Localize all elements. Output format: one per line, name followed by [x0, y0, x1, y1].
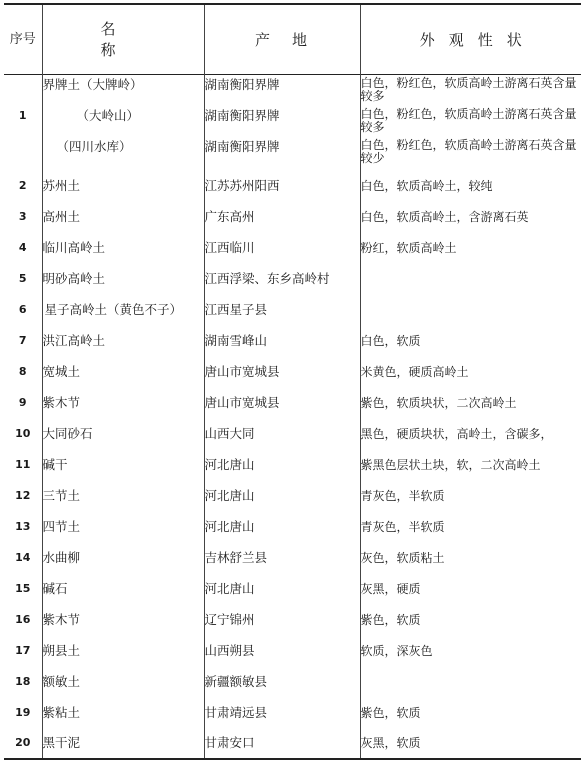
table-row [4, 449, 581, 480]
name-cell: 碱干 [42, 449, 204, 480]
table-row [4, 232, 581, 263]
header-desc: 外观性状 [419, 30, 536, 49]
desc-cell: 灰黑，软质 [360, 736, 421, 750]
row-number: 9 [4, 387, 42, 418]
table-row [4, 604, 581, 635]
origin-cell: 甘肃靖远县 [204, 697, 360, 728]
origin-cell: 河北唐山 [204, 480, 360, 511]
name-cell: 三节土 [42, 480, 204, 511]
name-sub: （四川水库） [56, 138, 132, 154]
table-row [4, 356, 581, 387]
row-number: 17 [4, 635, 42, 666]
row-number: 3 [4, 201, 42, 232]
origin-cell: 唐山市宽城县 [204, 387, 360, 418]
desc-cell: 紫色，软质 [360, 612, 421, 627]
name-cell: 额敏土 [42, 666, 204, 697]
name-cell: 苏州土 [42, 170, 204, 201]
desc-cell: 灰色，软质粘土 [360, 550, 445, 565]
origin-cell: 新疆额敏县 [204, 666, 360, 697]
origin-cell: 江西星子县 [204, 294, 360, 325]
name-cell: 四节土 [42, 511, 204, 542]
header-origin: 产地 [204, 4, 360, 74]
table-row [4, 294, 581, 325]
row-number: 2 [4, 170, 42, 201]
row-number: 4 [4, 232, 42, 263]
desc-cell [360, 666, 581, 697]
table-row [4, 542, 581, 573]
origin-cell: 辽宁锦州 [204, 604, 360, 635]
table-row [4, 74, 581, 170]
header-row [4, 4, 581, 74]
origin-sub: 湖南衡阳界牌 [204, 107, 280, 123]
desc-cell: 软质，深灰色 [360, 643, 433, 658]
desc-cell: 紫色，软质块状，二次高岭土 [360, 395, 517, 410]
row-number: 16 [4, 604, 42, 635]
row-number: 11 [4, 449, 42, 480]
origin-sub: 湖南衡阳界牌 [204, 138, 280, 154]
row-number: 15 [4, 573, 42, 604]
table-row [4, 666, 581, 697]
origin-cell: 广东高州 [204, 201, 360, 232]
origin-cell [204, 74, 360, 170]
origin-cell: 河北唐山 [204, 573, 360, 604]
desc-cell: 粉红，软质高岭土 [360, 240, 457, 255]
table-row [4, 387, 581, 418]
desc-cell: 白色，软质高岭土，含游离石英 [360, 209, 529, 224]
origin-cell: 甘肃安口 [204, 728, 360, 759]
name-cell: 碱石 [42, 573, 204, 604]
name-cell: 临川高岭土 [42, 232, 204, 263]
origin-cell: 江苏苏州阳西 [204, 170, 360, 201]
row-number: 10 [4, 418, 42, 449]
row-number: 18 [4, 666, 42, 697]
row-number: 14 [4, 542, 42, 573]
origin-cell: 湖南雪峰山 [204, 325, 360, 356]
desc-cell: 白色，软质高岭土，较纯 [360, 178, 493, 193]
origin-cell: 河北唐山 [204, 511, 360, 542]
desc-cell [360, 74, 581, 170]
name-cell: 紫粘土 [42, 697, 204, 728]
table-row [4, 635, 581, 666]
table-row [4, 201, 581, 232]
name-sub: 界牌土（大牌岭） [42, 76, 143, 92]
name-cell: 紫木节 [42, 387, 204, 418]
origin-cell: 江西浮梁、东乡高岭村 [204, 263, 360, 294]
desc-cell: 白色，软质 [360, 333, 421, 348]
desc-cell [360, 294, 581, 325]
name-cell: 水曲柳 [42, 542, 204, 573]
origin-cell: 唐山市宽城县 [204, 356, 360, 387]
name-cell: 朔县土 [42, 635, 204, 666]
desc-cell: 米黄色，硬质高岭土 [360, 364, 469, 379]
name-cell: 大同砂石 [42, 418, 204, 449]
row-number: 6 [4, 294, 42, 325]
row-number: 20 [4, 728, 42, 759]
desc-sub: 白色，粉红色，软质高岭土游离石英含量较少 [360, 137, 577, 165]
desc-sub: 白色，粉红色，软质高岭土游离石英含量较多 [360, 106, 577, 134]
row-number: 7 [4, 325, 42, 356]
table-body [4, 170, 581, 759]
desc-sub: 白色，粉红色，软质高岭土游离石英含量较多 [360, 75, 577, 103]
origin-cell: 吉林舒兰县 [204, 542, 360, 573]
table-row [4, 697, 581, 728]
row-number: 13 [4, 511, 42, 542]
origin-cell: 山西大同 [204, 418, 360, 449]
table-row [4, 418, 581, 449]
row-number: 8 [4, 356, 42, 387]
header-name: 名称 [42, 4, 204, 74]
desc-cell: 黑色，硬质块状，高岭土，含碳多， [360, 426, 553, 441]
table-row [4, 728, 581, 759]
row-number: 1 [4, 74, 42, 170]
table-row [4, 325, 581, 356]
name-sub: （大岭山） [76, 107, 140, 123]
name-cell: 星子高岭土（黄色不子） [42, 294, 204, 325]
table-row [4, 573, 581, 604]
desc-cell: 紫色，软质 [360, 705, 421, 720]
header-no: 序号 [4, 4, 42, 74]
table-row [4, 511, 581, 542]
name-cell: 明砂高岭土 [42, 263, 204, 294]
name-cell: 黑干泥 [42, 728, 204, 759]
name-cell: 洪江高岭土 [42, 325, 204, 356]
desc-cell [360, 263, 581, 294]
table-row [4, 480, 581, 511]
desc-cell: 灰黑，硬质 [360, 581, 421, 596]
row-number: 19 [4, 697, 42, 728]
desc-cell: 青灰色，半软质 [360, 488, 445, 503]
name-cell: 宽城土 [42, 356, 204, 387]
desc-cell: 青灰色，半软质 [360, 519, 445, 534]
name-cell: 高州土 [42, 201, 204, 232]
name-cell: 紫木节 [42, 604, 204, 635]
row-number: 12 [4, 480, 42, 511]
table-row [4, 263, 581, 294]
origin-cell: 江西临川 [204, 232, 360, 263]
origin-cell: 山西朔县 [204, 635, 360, 666]
table-row [4, 170, 581, 201]
origin-cell: 河北唐山 [204, 449, 360, 480]
name-cell [42, 74, 204, 170]
origin-sub: 湖南衡阳界牌 [204, 76, 280, 92]
row-number: 5 [4, 263, 42, 294]
desc-cell: 紫黑色层状土块，软，二次高岭土 [360, 457, 541, 472]
clay-table [4, 3, 581, 760]
